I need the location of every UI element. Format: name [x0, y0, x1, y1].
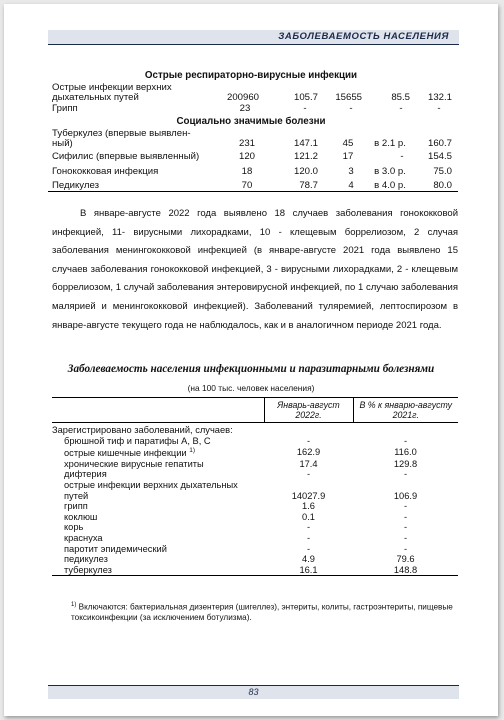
- row-label: путей: [64, 490, 89, 501]
- footnote-marker: 1): [71, 602, 77, 608]
- table-row: [52, 459, 458, 470]
- cell-value: 14027.9: [291, 490, 326, 501]
- cell-value: 3: [348, 166, 354, 177]
- document-page: [4, 4, 498, 716]
- row-label: туберкулез: [52, 565, 264, 576]
- header-blank: [52, 398, 264, 423]
- cell-value: 15655: [335, 92, 362, 103]
- cell-value: -: [400, 151, 404, 162]
- cell-value: -: [306, 543, 311, 554]
- cell-value: -: [306, 469, 311, 480]
- cell-value: 120.0: [293, 166, 318, 177]
- row-label: Сифилис (впервые выявленный): [52, 151, 200, 162]
- cell-value: 200960: [226, 92, 259, 103]
- table-row: [52, 565, 458, 576]
- table-row: [52, 436, 458, 447]
- cell-value: 231: [238, 138, 255, 149]
- table-row: [52, 522, 458, 533]
- cell-value: -: [403, 435, 408, 446]
- cell-value: 147.1: [293, 138, 318, 149]
- table-row: [52, 491, 458, 502]
- cell-value: -: [403, 469, 408, 480]
- table-row: [52, 446, 458, 459]
- cell-value: 78.7: [299, 180, 318, 191]
- cell-value: 70: [241, 180, 253, 191]
- row-label: дифтерия: [64, 469, 107, 480]
- cell-value: -: [403, 511, 408, 522]
- page-number: 83: [248, 687, 259, 697]
- row-label: корь: [64, 522, 84, 533]
- table-row: [52, 554, 458, 565]
- cell-value: 4.9: [302, 554, 315, 565]
- footnote-text: Включаются: бактериальная дизентерия (шигеллез), энтериты, колиты, гастроэнтериты, пищевые токсикоинфекции (за исключением ботулизма).: [71, 602, 453, 622]
- cell-value: -: [306, 533, 311, 544]
- table2-title: Заболеваемость населения инфекционными и паразитарными болезнями: [67, 363, 435, 375]
- cell-value: 16.1: [264, 565, 353, 576]
- table-row: [52, 533, 458, 544]
- row-label: острые инфекции верхних дыхательных: [64, 480, 238, 491]
- cell-value: 106.9: [393, 490, 418, 501]
- cell-value: -: [403, 522, 408, 533]
- cell-value: 75.0: [433, 166, 452, 177]
- header-col1: Январь-август 2022г.: [264, 398, 353, 423]
- row-label: паротит эпидемический: [64, 543, 167, 554]
- cell-value: 0.1: [302, 511, 315, 522]
- running-header-title: ЗАБОЛЕВАЕМОСТЬ НАСЕЛЕНИЯ: [278, 31, 449, 42]
- table-header-row: [52, 398, 458, 423]
- row-label: коклюш: [64, 511, 98, 522]
- section-title-respiratory: Острые респираторно-вирусные инфекции: [144, 70, 358, 81]
- row-label: ный): [52, 138, 73, 149]
- row-label: Педикулез: [52, 180, 99, 191]
- table-row: [52, 512, 458, 523]
- table-row: [52, 544, 458, 555]
- cell-value: в 2.1 р.: [374, 138, 406, 149]
- row-label: педикулез: [64, 554, 108, 565]
- footnote-ref: 1): [189, 447, 195, 455]
- cell-value: 4: [348, 180, 354, 191]
- cell-value: -: [306, 522, 311, 533]
- body-paragraph: [52, 205, 458, 335]
- cell-value: 18: [241, 166, 253, 177]
- footnote-paragraph: [71, 600, 459, 623]
- table2-subtitle: (на 100 тыс. человек населения): [187, 383, 315, 393]
- running-header: [48, 30, 459, 45]
- row-label: Туберкулез (впервые выявлен-: [52, 128, 191, 139]
- cell-value: 120: [238, 151, 255, 162]
- cell-value: 85.5: [391, 92, 410, 103]
- cell-value: 116.0: [394, 447, 417, 458]
- cell-value: -: [399, 103, 403, 114]
- cell-value: [353, 480, 458, 491]
- row-label-cell: [52, 446, 264, 459]
- cell-value: 17: [342, 151, 354, 162]
- cell-value: 105.7: [293, 92, 318, 103]
- cell-value: в 3.0 р.: [374, 166, 406, 177]
- cell-value: 132.1: [427, 92, 452, 103]
- cell-value: [264, 480, 353, 491]
- table1-bottom-rule: [48, 191, 458, 192]
- cell-value: -: [403, 543, 408, 554]
- cell-value: 129.8: [393, 458, 418, 469]
- row-label: краснуха: [64, 533, 103, 544]
- cell-value: 17.4: [299, 458, 318, 469]
- group-label: Зарегистрировано заболеваний, случаев:: [52, 425, 233, 435]
- cell-value: -: [303, 103, 307, 114]
- running-footer: [48, 685, 459, 699]
- cell-value: 162.9: [296, 447, 321, 458]
- row-label: Острые инфекции верхних: [52, 82, 172, 93]
- row-label: грипп: [64, 501, 88, 512]
- cell-value: в 4.0 р.: [374, 180, 406, 191]
- table-row: [52, 469, 458, 480]
- cell-value: -: [349, 103, 353, 114]
- cell-value: 154.5: [427, 151, 452, 162]
- cell-value: 79.6: [396, 554, 415, 565]
- table-group-row: [52, 423, 458, 436]
- cell-value: 160.7: [427, 138, 452, 149]
- header-col2: В % к январю-августу 2021г.: [353, 398, 458, 423]
- cell-value: 23: [239, 103, 251, 114]
- cell-value: 80.0: [433, 180, 452, 191]
- row-label: дыхательных путей: [52, 92, 139, 103]
- cell-value: -: [403, 501, 408, 512]
- infection-table: [52, 397, 458, 576]
- cell-value: 45: [342, 138, 354, 149]
- table-row: [52, 501, 458, 512]
- row-label: острые кишечные инфекции: [64, 448, 187, 459]
- paragraph-text: В январе-августе 2022 года выявлено 18 случаев заболевания гонококковой инфекцией, 11- вирусными лихорадками, 10 - клещевым боррелиозом, 2 случая заболевания менингококковой инфекцией (в январе-августе 2021 года выявлено 15 случаев заболевания гонококковой инфекцией, 3 - вирусными лихорадками, 2 - клещевым боррелиозом, 1 случай заболевания энтеровирусной инфекцией, по 1 случаю заболевания малярией и менингококковой инфекцией). Заболеваний туляремией, лептоспирозом в январе-августе текущего года не наблюдалось, как и в аналогичном периоде 2021 года.: [52, 208, 458, 331]
- row-label: Гонококковая инфекция: [52, 166, 159, 177]
- row-label: Грипп: [52, 103, 78, 114]
- cell-value: -: [306, 435, 311, 446]
- section-title-social: Социально значимые болезни: [176, 116, 326, 127]
- row-label: хронические вирусные гепатиты: [64, 458, 204, 469]
- cell-value: 1.6: [302, 501, 315, 512]
- cell-value: 121.2: [293, 151, 318, 162]
- footnote: [71, 600, 459, 623]
- table-row: [52, 480, 458, 491]
- cell-value: 148.8: [353, 565, 458, 576]
- cell-value: -: [437, 103, 441, 114]
- cell-value: -: [403, 533, 408, 544]
- row-label: брюшной тиф и паратифы А, В, С: [64, 435, 211, 446]
